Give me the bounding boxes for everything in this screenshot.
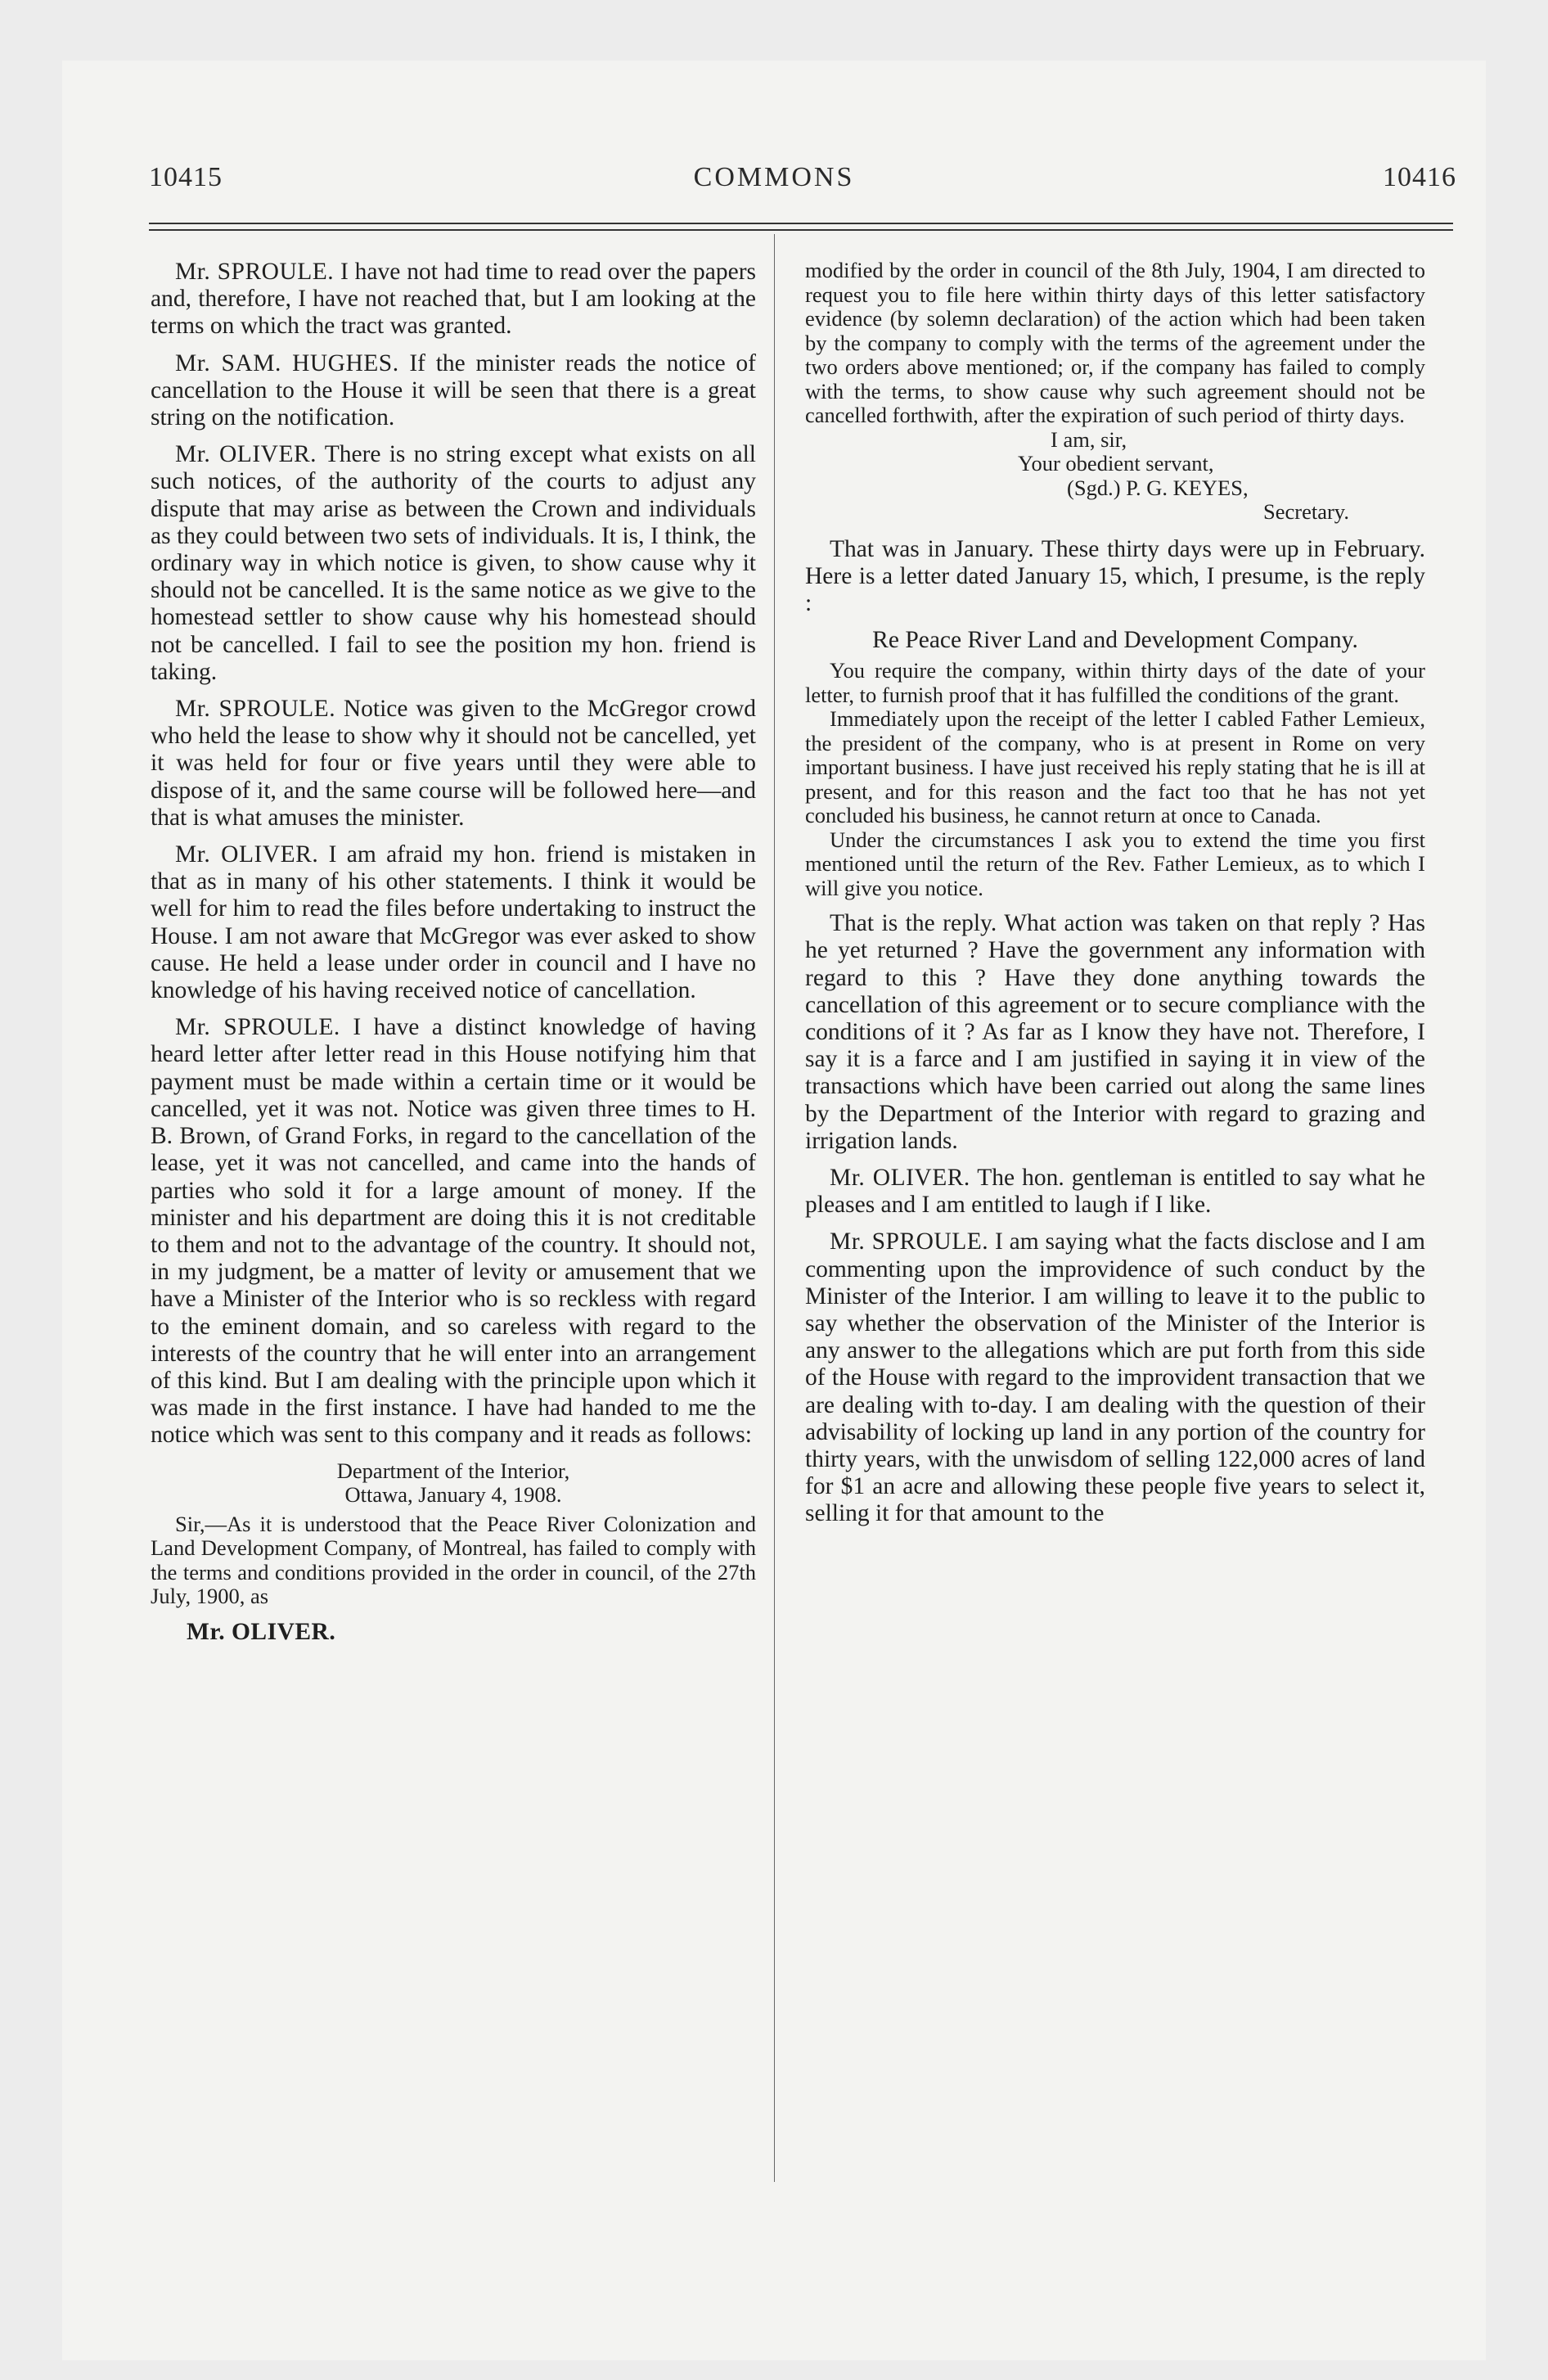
speech-text: I am saying what the facts disclose and I am commenting upon the improvidence of such conduct by the Minister of the Interior. I am willing to leave it to the public to say whether the observation of the Minister of the Interior is any answer to the allegations which are put forth from this side of the House with regard to the improvident transaction that we are dealing with to-day. I am dealing with the question of their advisability of locking up land in any portion of the country for thirty years, with the unwisdom of selling 122,000 acres of land for $1 an acre and allowing these people five years to select it, selling it for that amount to the [805,1228,1425,1527]
speech-text: I am afraid my hon. friend is mistaken in that as in many of his other statements. I think it would be well for him to read the files before undertaking to instruct the House. I am not aware that McGregor was ever asked to show cause. He held a lease under order in council and I have no knowledge of his having received notice of cancellation. [151,841,757,1004]
letter-department: Department of the Interior, [336,1458,570,1483]
letter-body-continued: modified by the order in council of the 8th July, 1904, I am directed to request you to file here within thirty days of this letter satisfactory evidence (by solemn declaration) of the action which had been taken by the company to comply with the terms of the agreement under the two orders above mentioned; or, if the company has failed to comply with the terms, to show cause why such agreement should not be cancelled forthwith, after the expiration of such period of thirty days. [805,258,1425,427]
speech-paragraph [151,350,756,432]
speech-paragraph: That is the reply. What action was taken on that reply ? Has he yet returned ? Have the government any information with regard to this ? Have they done anything towards the cancellation of this agreement or to secure compliance with the conditions of it ? As far as I know they have not. Therefore, I say it is a farce and I am justified in saying it in view of the transactions which have been carried out along the same lines by the Department of the Interior with regard to grazing and irrigation lands. [805,910,1425,1154]
speaker-name: Mr. OLIVER. [175,441,317,468]
letter-signatory-title: Secretary. [1263,499,1349,524]
page-number-right: 10416 [1383,162,1456,192]
header-rule-bottom [149,229,1453,231]
speaker-name: Mr. OLIVER. [175,841,319,868]
letter-closing: Your obedient servant, [1018,451,1214,476]
speaker-name: Mr. SPROULE. [175,696,336,723]
reply-paragraph: Under the circumstances I ask you to extend the time you first mentioned until the return of the Rev. Father Lemieux, as to which I will give you notice. [805,827,1425,900]
speech-paragraph: That was in January. These thirty days were up in February. Here is a letter dated January 15, which, I presume, is the reply : [805,535,1425,616]
reply-paragraph: Immediately upon the receipt of the letter I cabled Father Lemieux, the president of the company, who is at present in Rome on very important business. I have just received his reply stating that he is ill at present, and for this reason and the fact too that he has not yet concluded his business, he cannot return at once to Canada. [805,706,1425,828]
hansard-page [62,61,1486,2360]
speech-paragraph [805,1228,1425,1527]
left-column [151,259,756,1656]
speech-paragraph [151,696,756,832]
speech-paragraph [151,1014,756,1449]
quoted-letter-continued [805,259,1425,525]
page-number-left: 10415 [149,162,223,192]
speech-text: Notice was given to the McGregor crowd who held the lease to show why it should not be cancelled, yet it was held for four or five years until they were able to dispose of it, and the same course will be followed here—and that is what amuses the minister. [151,696,756,831]
header-rule-top [149,223,1453,224]
letter-signature: (Sgd.) P. G. KEYES, [1067,475,1249,500]
speech-paragraph [805,1165,1425,1219]
speaker-name: Mr. OLIVER. [830,1164,970,1191]
speech-text: I have not had time to read over the papers and, therefore, I have not reached that, but I am looking at the terms on which the tract was granted. [151,259,756,340]
column-divider [774,234,775,2182]
speech-paragraph [151,841,756,1004]
right-column [805,259,1425,1538]
reply-heading: Re Peace River Land and Development Company. [872,627,1358,654]
speech-text: I have a distinct knowledge of having heard letter after letter read in this House notifying him that payment must be made within a certain time or it would be cancelled, yet it was not. Notice was given three times to H. B. Brown, of Grand Forks, in regard to the cancellation of the lease, yet it was not cancelled, and came into the hands of parties who sold it for a large amount of money. If the minister and his department are doing this it is not creditable to them and not to the advantage of the country. It should not, in my judgment, be a matter of levity or amusement that we have a Minister of the Interior who is so reckless with regard to the eminent domain, and so careless with regard to the interests of the country that he will enter into an arrangement of this kind. But I am dealing with the principle upon which it was made in the first instance. I have had handed to me the notice which was sent to this company and it reads as follows: [151,1014,757,1449]
running-head-title: COMMONS [693,162,855,192]
catchword-speaker: Mr. OLIVER. [187,1618,336,1645]
speaker-name: Mr. SPROULE. [175,259,335,285]
speech-paragraph [151,441,756,686]
letter-closing: I am, sir, [1051,426,1127,452]
speech-paragraph [151,259,756,340]
speaker-name: Mr. SPROULE. [175,1014,340,1041]
letter-body: Sir,—As it is understood that the Peace River Colonization and Land Development Company, of Montreal, has failed to comply with the terms and conditions provided in the order in council, of the 27th July, 1900, as [151,1511,756,1609]
speech-text: If the minister reads the notice of cancellation to the House it will be seen that there is a great string on the notification. [151,349,756,431]
speech-text: There is no string except what exists on all such notices, of the authority of the courts to adjust any dispute that may arise as between the Crown and individuals as they could between two sets of individuals. It is, I think, the ordinary way in which notice is given, to show cause why it should not be cancelled. It is the same notice as we give to the homestead settler to show cause why his homestead should not be cancelled. I fail to see the position my hon. friend is taking. [151,441,756,685]
letter-place-date: Ottawa, January 4, 1908. [344,1482,562,1508]
quoted-reply [805,627,1425,900]
speaker-name: Mr. SAM. HUGHES. [175,349,399,376]
speaker-name: Mr. SPROULE. [830,1228,989,1255]
speech-text: The hon. gentleman is entitled to say what he pleases and I am entitled to laugh if I like. [805,1164,1426,1219]
reply-paragraph: You require the company, within thirty days of the date of your letter, to furnish proof that it has fulfilled the conditions of the grant. [805,658,1425,707]
quoted-letter [151,1459,756,1609]
